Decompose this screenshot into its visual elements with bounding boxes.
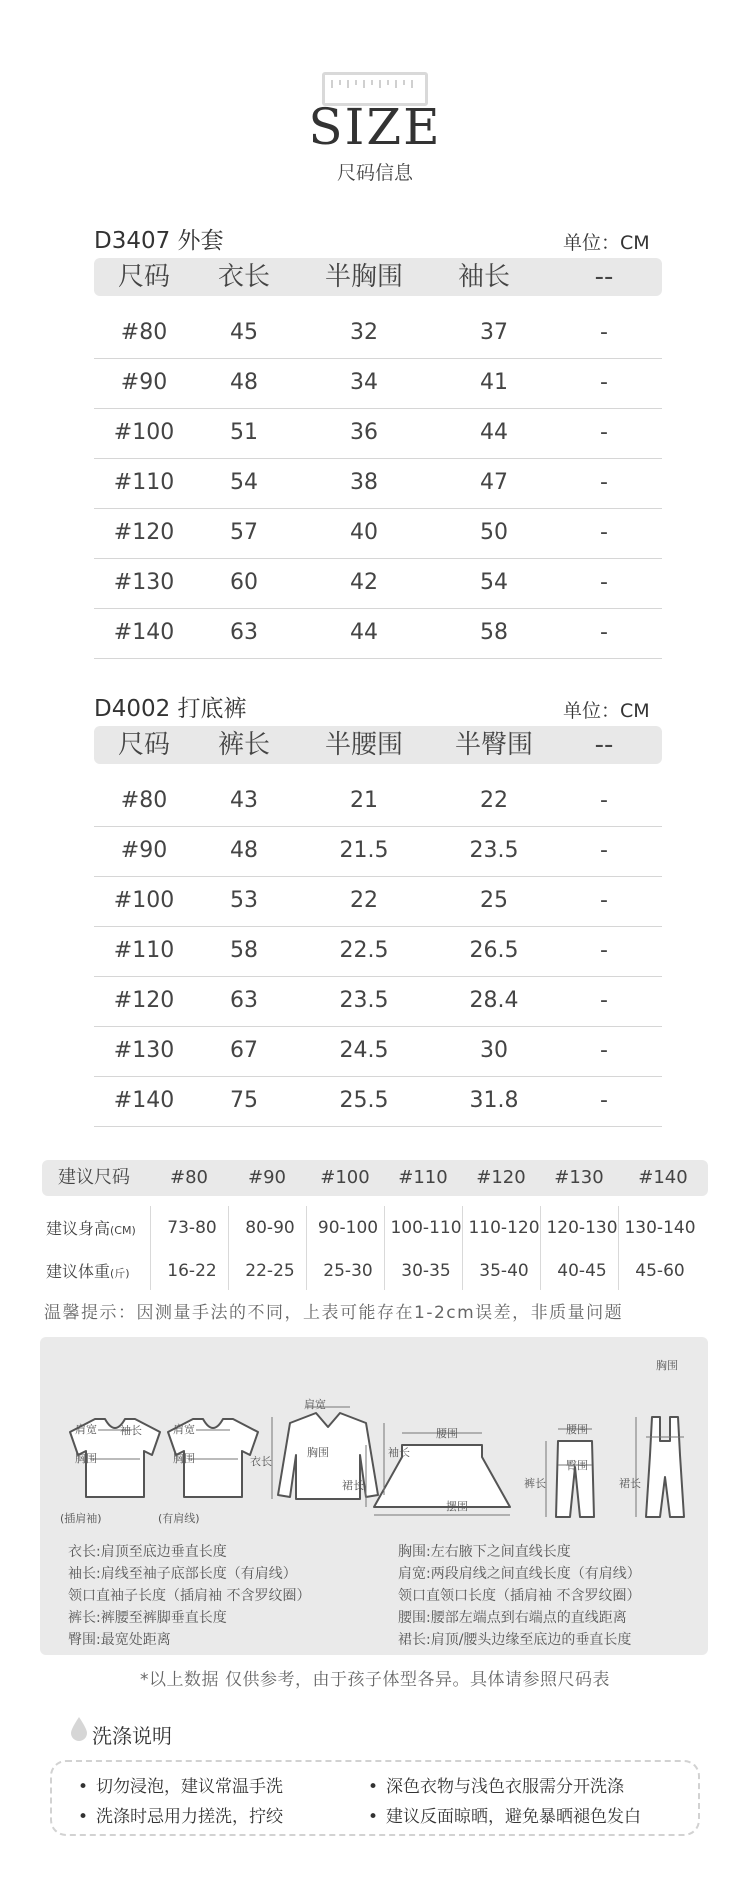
wash-item: • 洗涤时忌用力搓洗，拧绞 bbox=[78, 1802, 283, 1827]
column-divider bbox=[228, 1206, 229, 1290]
table-cell: #120 bbox=[113, 988, 175, 1013]
label-body-length: 衣长 bbox=[250, 1455, 272, 1468]
suggested-size: #100 bbox=[320, 1167, 370, 1188]
table-cell: #100 bbox=[113, 888, 175, 913]
measurement-tip: 温馨提示：因测量手法的不同，上表可能存在1-2cm误差，非质量问题 bbox=[44, 1303, 624, 1323]
table-cell: - bbox=[600, 1038, 608, 1063]
definition-item: 腰围:腰部左端点到右端点的直线距离 bbox=[398, 1610, 627, 1626]
suggested-weight: 40-45 bbox=[557, 1261, 607, 1281]
table-cell: #100 bbox=[113, 420, 175, 445]
table-cell: 45 bbox=[230, 320, 258, 345]
suggested-size: #120 bbox=[476, 1167, 526, 1188]
table-cell: - bbox=[600, 520, 608, 545]
table-cell: #80 bbox=[120, 320, 168, 345]
table-row bbox=[94, 826, 662, 877]
suggested-size: #90 bbox=[248, 1167, 286, 1188]
table-cell: 34 bbox=[350, 370, 378, 395]
table-cell: 22.5 bbox=[339, 938, 389, 963]
weight-label-text: 建议体重 bbox=[46, 1262, 111, 1281]
height-label-text: 建议身高 bbox=[46, 1219, 111, 1238]
label-sleeve: 袖长 bbox=[388, 1446, 410, 1459]
column-divider bbox=[384, 1206, 385, 1290]
table-cell: 32 bbox=[350, 320, 378, 345]
suggested-height: 120-130 bbox=[546, 1218, 618, 1238]
header-size: 尺码 bbox=[117, 262, 170, 292]
leggings-table-header bbox=[94, 726, 662, 764]
table-row bbox=[94, 776, 662, 827]
table-row bbox=[94, 308, 662, 359]
table-row bbox=[94, 558, 662, 609]
table-cell: #110 bbox=[113, 938, 175, 963]
header-pant-length: 裤长 bbox=[217, 730, 270, 760]
table-cell: 63 bbox=[230, 620, 258, 645]
label-chest: 胸围 bbox=[75, 1452, 97, 1465]
table-row bbox=[94, 458, 662, 509]
suggested-weight: 45-60 bbox=[635, 1261, 685, 1281]
table-cell: 53 bbox=[230, 888, 258, 913]
jacket-table-unit: 单位：CM bbox=[563, 232, 650, 254]
suggested-size: #140 bbox=[638, 1167, 688, 1188]
label-hip: 臀围 bbox=[566, 1459, 588, 1472]
table-cell: 48 bbox=[230, 370, 258, 395]
suggested-size: #110 bbox=[398, 1167, 448, 1188]
suggested-size-label: 建议尺码 bbox=[58, 1167, 130, 1188]
table-cell: 22 bbox=[480, 788, 508, 813]
water-drop-icon bbox=[70, 1716, 88, 1742]
table-cell: 63 bbox=[230, 988, 258, 1013]
header-extra: -- bbox=[594, 730, 614, 760]
overalls-icon bbox=[646, 1417, 684, 1517]
label-hem: 摆围 bbox=[446, 1500, 468, 1513]
reference-note: *以上数据 仅供参考，由于孩子体型各异。具体请参照尺码表 bbox=[140, 1670, 610, 1690]
table-cell: #140 bbox=[113, 620, 175, 645]
definition-item: 肩宽:两段肩线之间直线长度（有肩线） bbox=[398, 1566, 641, 1582]
wash-item: • 切勿浸泡，建议常温手洗 bbox=[78, 1772, 283, 1797]
definition-item: 裤长:裤腰至裤脚垂直长度 bbox=[68, 1610, 227, 1626]
label-raglan: (插肩袖) bbox=[60, 1512, 102, 1525]
table-cell: 51 bbox=[230, 420, 258, 445]
column-divider bbox=[462, 1206, 463, 1290]
ruler-icon bbox=[326, 80, 424, 98]
table-cell: 50 bbox=[480, 520, 508, 545]
table-cell: #80 bbox=[120, 788, 168, 813]
header-half-hip: 半臀围 bbox=[454, 730, 533, 760]
table-cell: - bbox=[600, 420, 608, 445]
table-cell: 54 bbox=[230, 470, 258, 495]
table-cell: - bbox=[600, 370, 608, 395]
table-cell: 30 bbox=[480, 1038, 508, 1063]
table-cell: 58 bbox=[230, 938, 258, 963]
wash-instructions-title: 洗涤说明 bbox=[92, 1724, 172, 1748]
suggested-height: 73-80 bbox=[167, 1218, 217, 1238]
definition-item: 胸围:左右腋下之间直线长度 bbox=[398, 1544, 571, 1560]
weight-unit: (斤) bbox=[110, 1267, 130, 1280]
table-cell: 67 bbox=[230, 1038, 258, 1063]
definition-item: 领口直袖子长度（插肩袖 不含罗纹圈） bbox=[68, 1588, 311, 1604]
label-shoulder-width: 肩宽 bbox=[173, 1423, 195, 1436]
suggested-size: #80 bbox=[170, 1167, 208, 1188]
table-row bbox=[94, 1076, 662, 1127]
table-cell: 41 bbox=[480, 370, 508, 395]
definition-item: 袖长:肩线至袖子底部长度（有肩线） bbox=[68, 1566, 297, 1582]
size-logo: SIZE bbox=[308, 98, 442, 156]
label-set-in: (有肩线) bbox=[158, 1512, 200, 1525]
table-cell: - bbox=[600, 988, 608, 1013]
pants-icon bbox=[556, 1441, 594, 1517]
suggested-weight: 16-22 bbox=[167, 1261, 217, 1281]
suggested-weight: 35-40 bbox=[479, 1261, 529, 1281]
suggested-height: 80-90 bbox=[245, 1218, 295, 1238]
suggested-size-header bbox=[42, 1160, 708, 1196]
label-chest: 胸围 bbox=[307, 1446, 329, 1459]
table-cell: 24.5 bbox=[339, 1038, 389, 1063]
table-cell: #130 bbox=[113, 1038, 175, 1063]
table-cell: 57 bbox=[230, 520, 258, 545]
table-cell: 58 bbox=[480, 620, 508, 645]
label-skirt-length: 裙长 bbox=[619, 1477, 641, 1490]
table-cell: 43 bbox=[230, 788, 258, 813]
column-divider bbox=[306, 1206, 307, 1290]
label-shoulder-width: 肩宽 bbox=[304, 1398, 326, 1411]
table-row bbox=[94, 1026, 662, 1077]
suggested-size: #130 bbox=[554, 1167, 604, 1188]
table-cell: #120 bbox=[113, 520, 175, 545]
table-cell: 25.5 bbox=[339, 1088, 389, 1113]
table-cell: 36 bbox=[350, 420, 378, 445]
table-cell: 23.5 bbox=[469, 838, 519, 863]
table-cell: 22 bbox=[350, 888, 378, 913]
definition-item: 衣长:肩顶至底边垂直长度 bbox=[68, 1544, 227, 1560]
definition-item: 裙长:肩顶/腰头边缘至底边的垂直长度 bbox=[398, 1632, 632, 1648]
definition-item: 臀围:最宽处距离 bbox=[68, 1632, 171, 1648]
column-divider bbox=[150, 1206, 151, 1290]
header-sleeve: 袖长 bbox=[457, 262, 510, 292]
table-row bbox=[94, 976, 662, 1027]
table-cell: - bbox=[600, 470, 608, 495]
wash-item: • 深色衣物与浅色衣服需分开洗涤 bbox=[368, 1772, 624, 1797]
table-row bbox=[94, 358, 662, 409]
table-row bbox=[94, 408, 662, 459]
suggested-height: 90-100 bbox=[317, 1218, 379, 1238]
table-cell: 38 bbox=[350, 470, 378, 495]
table-cell: 21.5 bbox=[339, 838, 389, 863]
table-cell: 54 bbox=[480, 570, 508, 595]
table-cell: 40 bbox=[350, 520, 378, 545]
label-waist: 腰围 bbox=[566, 1423, 588, 1436]
label-skirt-length: 裙长 bbox=[342, 1479, 364, 1492]
header-length: 衣长 bbox=[217, 262, 270, 292]
leggings-table-unit: 单位：CM bbox=[563, 700, 650, 722]
table-cell: 48 bbox=[230, 838, 258, 863]
table-cell: - bbox=[600, 888, 608, 913]
header-half-waist: 半腰围 bbox=[324, 730, 403, 760]
table-cell: 23.5 bbox=[339, 988, 389, 1013]
table-cell: - bbox=[600, 620, 608, 645]
table-cell: 42 bbox=[350, 570, 378, 595]
header-half-chest: 半胸围 bbox=[324, 262, 403, 292]
table-cell: #130 bbox=[113, 570, 175, 595]
header-size: 尺码 bbox=[117, 730, 170, 760]
table-cell: 47 bbox=[480, 470, 508, 495]
suggested-height: 110-120 bbox=[468, 1218, 540, 1238]
suggested-height: 130-140 bbox=[624, 1218, 696, 1238]
table-cell: 44 bbox=[480, 420, 508, 445]
label-shoulder-width: 肩宽 bbox=[75, 1423, 97, 1436]
jacket-table-title: D3407 外套 bbox=[94, 228, 224, 254]
table-cell: #90 bbox=[120, 838, 168, 863]
column-divider bbox=[618, 1206, 619, 1290]
table-cell: - bbox=[600, 320, 608, 345]
table-cell: #110 bbox=[113, 470, 175, 495]
table-cell: #90 bbox=[120, 370, 168, 395]
table-cell: 21 bbox=[350, 788, 378, 813]
table-row bbox=[94, 926, 662, 977]
definition-item: 领口直领口长度（插肩袖 不含罗纹圈） bbox=[398, 1588, 641, 1604]
jacket-table-header bbox=[94, 258, 662, 296]
table-row bbox=[94, 608, 662, 659]
suggested-weight: 30-35 bbox=[401, 1261, 451, 1281]
table-cell: 37 bbox=[480, 320, 508, 345]
suggested-height: 100-110 bbox=[390, 1218, 462, 1238]
suggested-weight: 22-25 bbox=[245, 1261, 295, 1281]
table-row bbox=[94, 876, 662, 927]
suggested-height-label bbox=[46, 1216, 136, 1239]
table-cell: - bbox=[600, 938, 608, 963]
table-row bbox=[94, 508, 662, 559]
table-cell: 60 bbox=[230, 570, 258, 595]
table-cell: 31.8 bbox=[469, 1088, 519, 1113]
size-info-subtitle: 尺码信息 bbox=[336, 162, 413, 184]
table-cell: - bbox=[600, 838, 608, 863]
leggings-table-title: D4002 打底裤 bbox=[94, 696, 247, 722]
table-cell: 75 bbox=[230, 1088, 258, 1113]
wash-item: • 建议反面晾晒，避免暴晒褪色发白 bbox=[368, 1802, 641, 1827]
table-cell: 44 bbox=[350, 620, 378, 645]
column-divider bbox=[540, 1206, 541, 1290]
suggested-weight: 25-30 bbox=[323, 1261, 373, 1281]
table-cell: #140 bbox=[113, 1088, 175, 1113]
table-cell: 26.5 bbox=[469, 938, 519, 963]
suggested-weight-label bbox=[46, 1259, 130, 1282]
label-chest: 胸围 bbox=[173, 1452, 195, 1465]
height-unit: (CM) bbox=[110, 1224, 136, 1237]
label-chest: 胸围 bbox=[656, 1359, 678, 1372]
label-sleeve: 袖长 bbox=[120, 1424, 142, 1437]
table-cell: 28.4 bbox=[469, 988, 519, 1013]
label-pant-length: 裤长 bbox=[524, 1477, 546, 1490]
header-extra: -- bbox=[594, 262, 614, 292]
table-cell: - bbox=[600, 570, 608, 595]
table-cell: - bbox=[600, 788, 608, 813]
label-waist: 腰围 bbox=[436, 1427, 458, 1440]
table-cell: 25 bbox=[480, 888, 508, 913]
table-cell: - bbox=[600, 1088, 608, 1113]
